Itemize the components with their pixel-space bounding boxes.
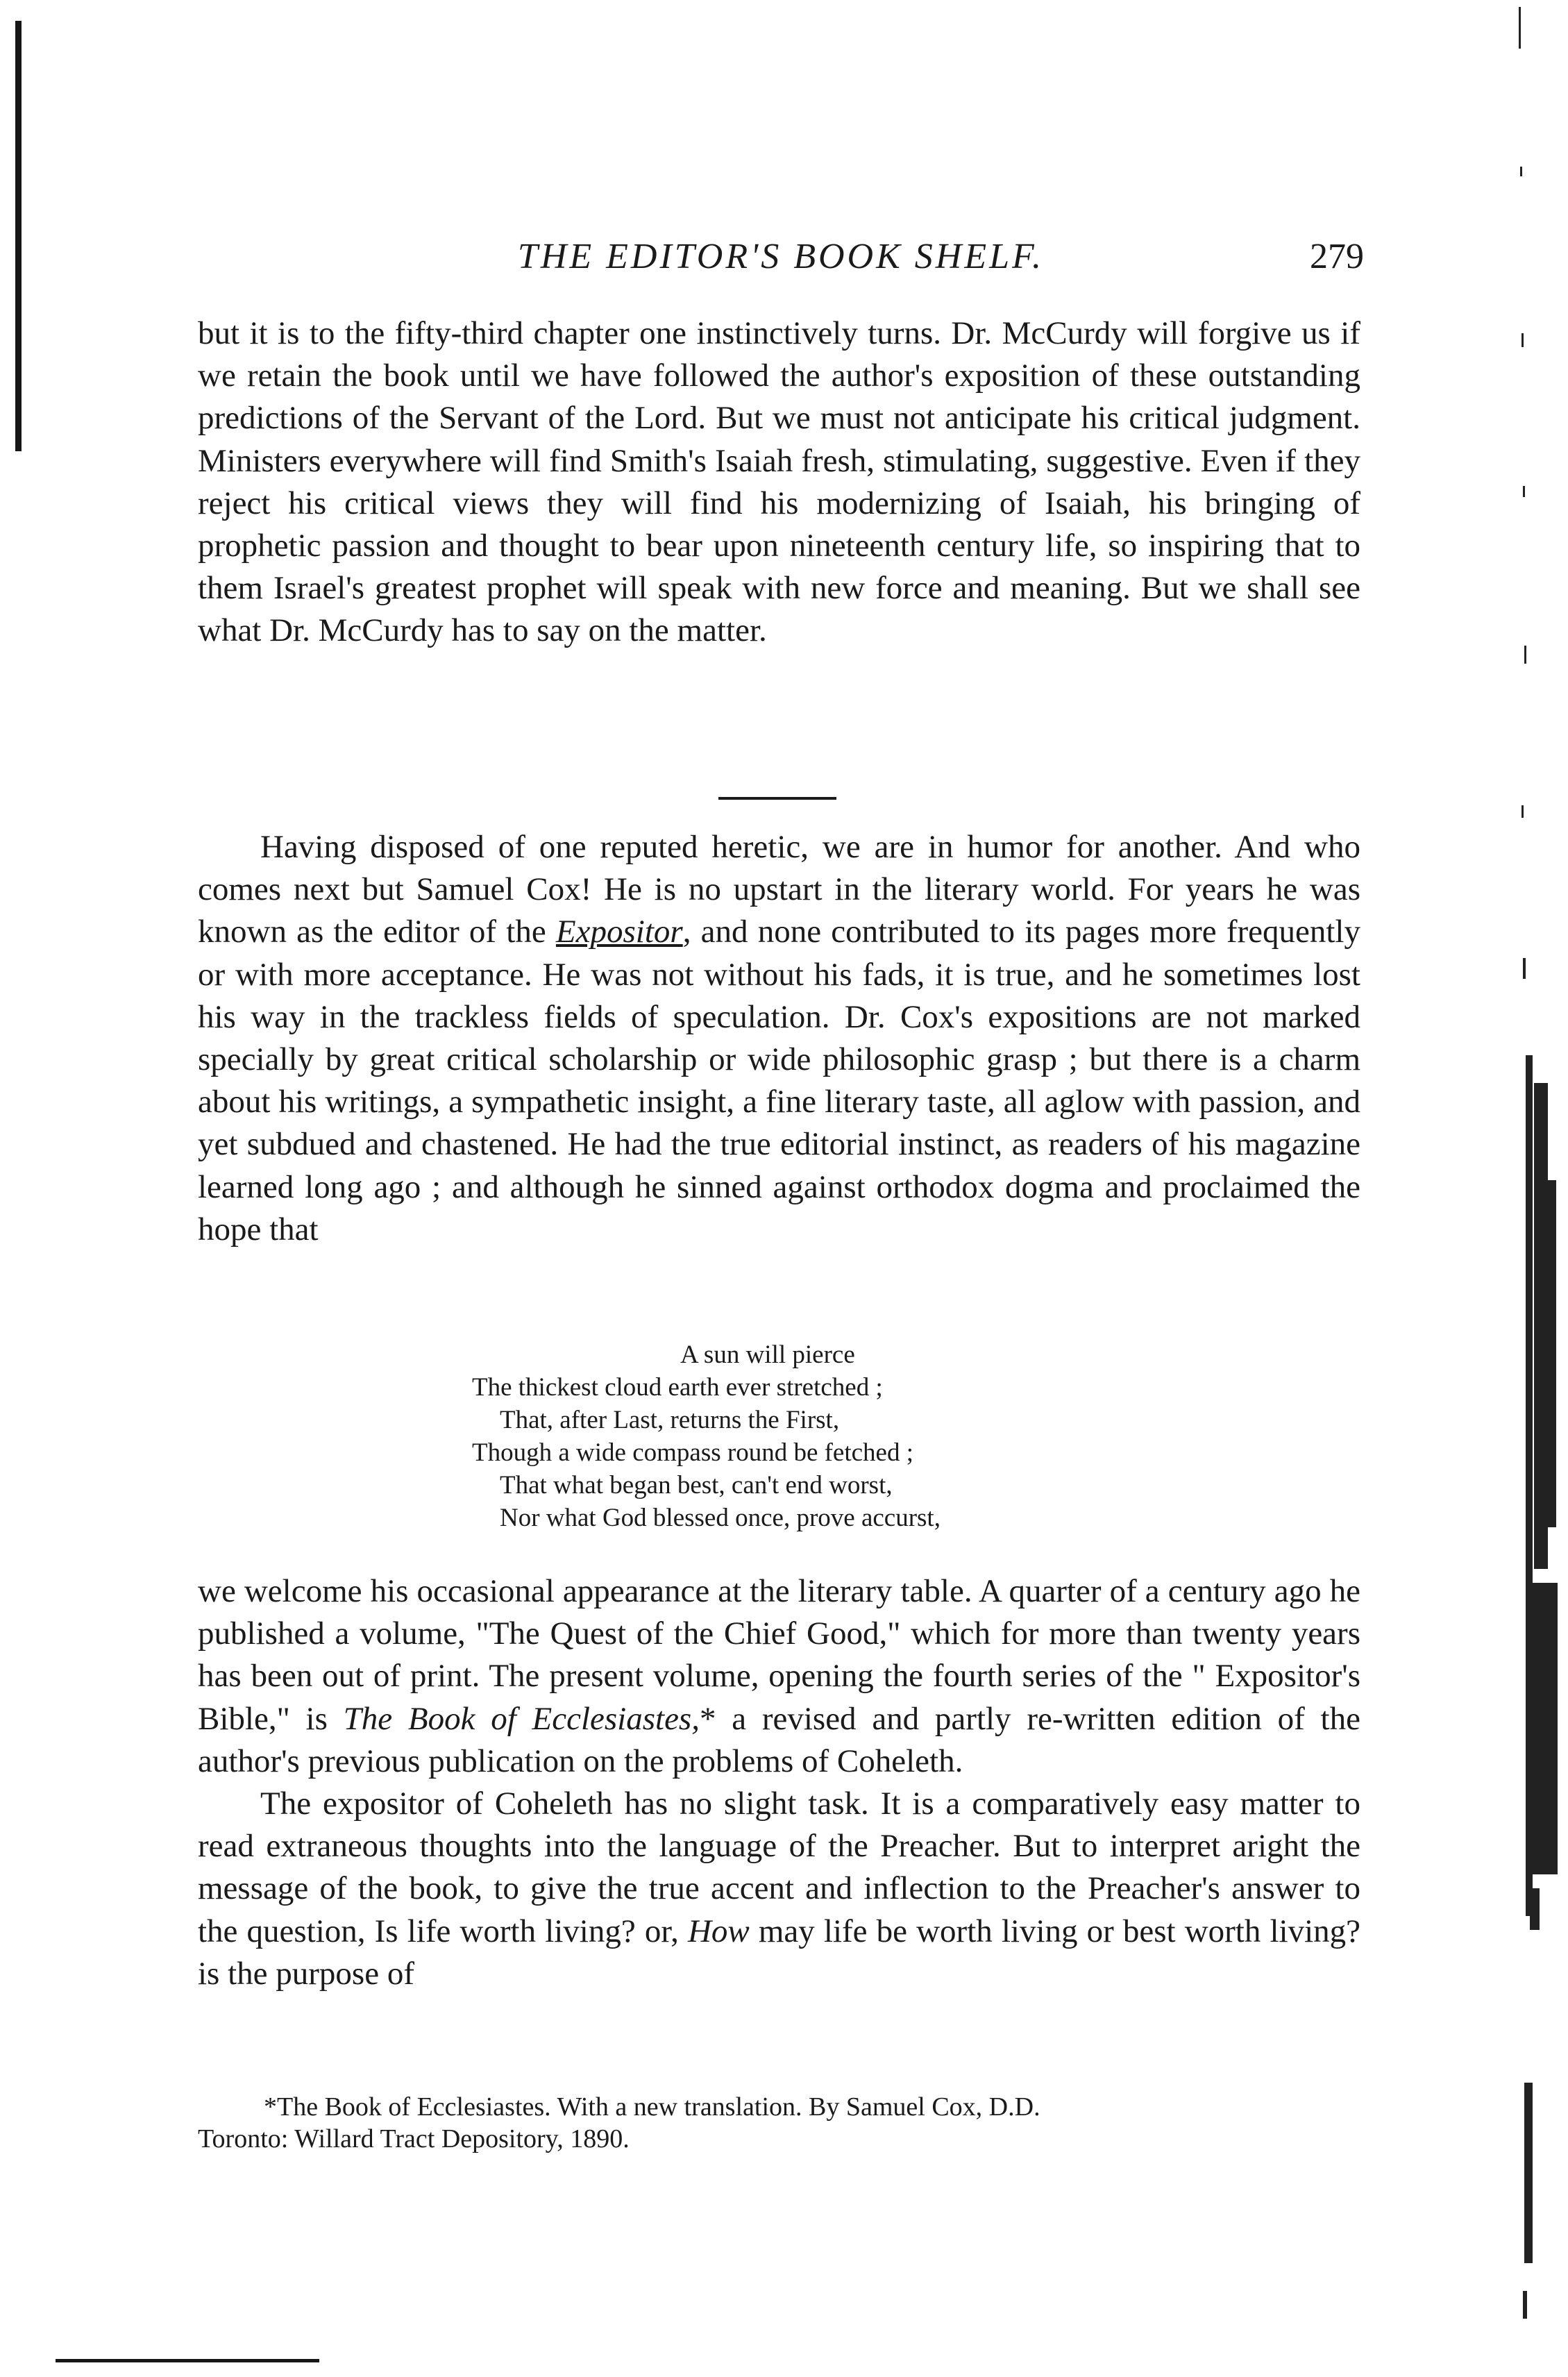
- scan-edge-bottom: [56, 2359, 319, 2362]
- scan-edge-left: [15, 21, 22, 451]
- paragraph-1: [198, 312, 1360, 653]
- footnote-line-2: Toronto: Willard Tract Depository, 1890.: [198, 2124, 630, 2153]
- paragraph-4-text-b: may life be worth living or best worth living? is the purpose of: [198, 1913, 1361, 1992]
- scan-edge-right: [1513, 0, 1568, 2377]
- paragraph-1-text: but it is to the fifty-third chapter one instinctively turns. Dr. McCurdy will forgive us if we retain the book until we have followed the author's exposition of these outstanding predictions of the Servant of the Lord. But we must not anticipate his critical judgment. Ministers everywhere will find Smith's Isaiah fresh, stimulating, suggestive. Even if they reject his critical views they will find his modernizing of Isaiah, his bringing of prophetic passion and thought to bear upon nineteenth century life, so inspiring that to them Israel's greatest prophet will speak with new force and meaning. But we shall see what Dr. McCurdy has to say on the matter.: [198, 315, 1360, 649]
- footnote-marker: *: [699, 1700, 716, 1737]
- verse-line: Nor what God blessed once, prove accurst,: [500, 1504, 941, 1532]
- running-head: [198, 236, 1364, 292]
- book-title: The Book of Ecclesiastes,: [343, 1700, 700, 1737]
- verse-line: A sun will pierce: [680, 1341, 855, 1369]
- expositor-title: Expositor: [555, 914, 683, 950]
- paragraph-3-text-b: a revised and partly re-written edition of the author's previous publication on the problems of Coheleth.: [198, 1700, 1360, 1779]
- paragraph-2: [198, 826, 1360, 1251]
- verse-line: That, after Last, returns the First,: [500, 1406, 840, 1434]
- paragraph-4-text-a: The expositor of Coheleth has no slight task. It is a comparatively easy matter to read extraneous thoughts into the language of the Preacher. But to interpret aright the message of the book, to give the true accent and inflection to the Preacher's answer to the question, Is life worth living? or,: [198, 1786, 1360, 1949]
- paragraph-2-text-a: Having disposed of one reputed heretic, we are in humor for another. And who comes next but Samuel Cox! He is no upstart in the literary world. For years he was known as the editor of the: [198, 829, 1360, 950]
- verse-line: That what began best, can't end worst,: [500, 1471, 893, 1500]
- section-divider: [718, 797, 836, 800]
- footnote-line-1: *The Book of Ecclesiastes. With a new translation. By Samuel Cox, D.D.: [264, 2092, 1040, 2122]
- running-title: THE EDITOR'S BOOK SHELF.: [517, 237, 1045, 276]
- verse-line: The thickest cloud earth ever stretched ;: [472, 1373, 883, 1402]
- paragraph-2-text-b: , and none contributed to its pages more frequently or with more acceptance. He was not without his fads, it is true, and he sometimes lost his way in the trackless fields of speculation. Dr. Cox's expositions are not marked specially by great critical scholarship or wide philosophic grasp ; but there is a charm about his writings, a sympathetic insight, a fine literary taste, all aglow with passion, and yet subdued and chastened. He had the true editorial instinct, as readers of his magazine learned long ago ; and although he sinned against orthodox dogma and proclaimed the hope that: [198, 914, 1360, 1248]
- paragraph-3: [198, 1570, 1360, 1995]
- paragraph-3-text: [198, 1570, 1360, 1783]
- paragraph-2-text: [198, 826, 1360, 1251]
- footnote: [198, 2091, 1360, 2155]
- paragraph-4-text: [198, 1783, 1360, 1995]
- verse-quote: [472, 1338, 941, 1534]
- paragraph-3-text-a: we welcome his occasional appearance at the literary table. A quarter of a century ago he published a volume, "The Quest of the Chief Good," which for more than twenty years has been out of print. The present volume, opening the fourth series of the " Expositor's Bible," is: [198, 1573, 1360, 1737]
- page-number: 279: [1310, 237, 1364, 276]
- emphasis-how: How: [687, 1913, 750, 1949]
- verse-line: Though a wide compass round be fetched ;: [472, 1438, 914, 1467]
